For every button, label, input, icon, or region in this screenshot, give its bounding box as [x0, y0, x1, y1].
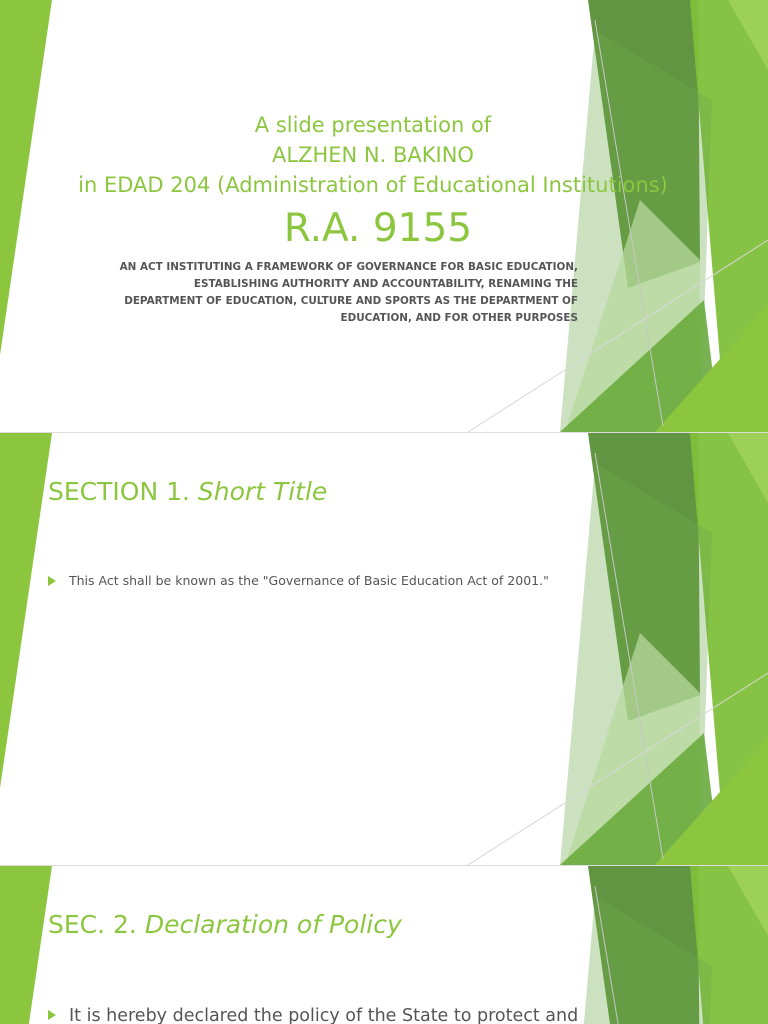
intro-line: A slide presentation of	[254, 113, 492, 137]
section-2-slide	[0, 866, 768, 1024]
act-subtitle	[100, 259, 578, 327]
bullet-item	[48, 572, 549, 590]
slide-decoration	[0, 866, 768, 1024]
section-name: Short Title	[197, 477, 328, 506]
subtitle-line: AN ACT INSTITUTING A FRAMEWORK OF GOVERNANCE FOR BASIC EDUCATION,	[119, 261, 578, 273]
section-heading	[48, 908, 402, 942]
subtitle-line: DEPARTMENT OF EDUCATION, CULTURE AND SPORTS AS THE DEPARTMENT OF	[124, 295, 578, 307]
presenter-name: ALZHEN N. BAKINO	[272, 143, 474, 167]
slide-title: R.A. 9155	[283, 206, 473, 251]
left-accent-shape	[0, 433, 52, 788]
presenter-info	[40, 110, 706, 200]
section-name: Declaration of Policy	[144, 910, 402, 939]
section-heading	[48, 475, 327, 509]
bullet-arrow-icon	[48, 1010, 56, 1020]
title-slide	[0, 0, 768, 432]
bullet-text: It is hereby declared the policy of the State to protect and	[69, 1006, 579, 1024]
subtitle-line: ESTABLISHING AUTHORITY AND ACCOUNTABILITY, RENAMING THE	[193, 278, 578, 290]
left-accent-shape	[0, 866, 52, 1024]
course-line: in EDAD 204 (Administration of Educational Institutions)	[78, 173, 668, 197]
subtitle-line: EDUCATION, AND FOR OTHER PURPOSES	[340, 312, 578, 324]
section-number: SECTION 1.	[48, 477, 190, 506]
bullet-text: This Act shall be known as the "Governance of Basic Education Act of 2001."	[69, 573, 549, 588]
section-1-slide	[0, 433, 768, 865]
bullet-item	[48, 1004, 578, 1024]
bullet-arrow-icon	[48, 576, 56, 586]
section-number: SEC. 2.	[48, 910, 137, 939]
